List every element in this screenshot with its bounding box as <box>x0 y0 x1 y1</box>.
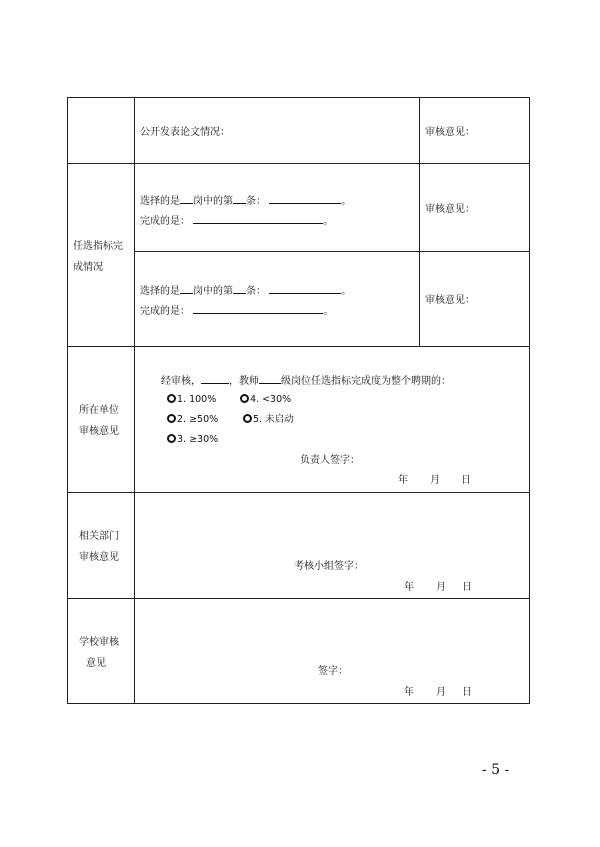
chosen-fill-blank[interactable] <box>269 283 341 294</box>
dept-date-month: 月 <box>436 582 446 593</box>
chosen-text-c: 条： <box>246 286 266 297</box>
school-signature-label: 签字： <box>318 666 348 677</box>
option-label: 2. ≥50% <box>177 414 219 425</box>
item-blank[interactable] <box>233 193 246 204</box>
unit-title-line1: 所在单位 <box>79 405 119 416</box>
radio-circle-icon <box>167 414 176 423</box>
period: 。 <box>341 196 352 207</box>
option-label: 3. ≥30% <box>177 434 219 445</box>
period: 。 <box>323 216 334 227</box>
unit-date-month: 月 <box>430 475 440 486</box>
done-label: 完成的是： <box>140 216 190 227</box>
optional-entry-chosen <box>140 283 351 299</box>
statement-text-c: 级岗位任选指标完成度为整个聘期的： <box>281 376 451 387</box>
option-2[interactable] <box>167 413 218 427</box>
dept-title-line1: 相关部门 <box>79 531 119 542</box>
chosen-text-b: 岗中的第 <box>193 286 233 297</box>
date-blank[interactable] <box>201 373 229 384</box>
option-4[interactable] <box>240 393 291 407</box>
done-label: 完成的是： <box>140 306 190 317</box>
chosen-text-c: 条： <box>246 196 266 207</box>
table-border-right <box>529 97 530 704</box>
dept-date-year: 年 <box>404 582 414 593</box>
row-divider <box>67 598 530 599</box>
option-label: 1. 100% <box>177 394 217 405</box>
radio-circle-icon <box>240 394 249 403</box>
unit-title-line2: 审核意见 <box>79 426 119 437</box>
school-title-line2: 意见 <box>86 658 106 669</box>
statement-text-a: 经审核， <box>161 376 201 387</box>
item-blank[interactable] <box>233 283 246 294</box>
option-1[interactable] <box>167 393 216 407</box>
post-blank[interactable] <box>180 193 193 204</box>
school-date-year: 年 <box>404 687 414 698</box>
row-divider <box>67 346 530 347</box>
period: 。 <box>341 286 352 297</box>
row-divider <box>134 251 530 252</box>
table-border-top <box>67 97 530 98</box>
dept-title-line2: 审核意见 <box>79 552 119 563</box>
dept-signature-label: 考核小组签字： <box>294 561 364 572</box>
page-number: - 5 - <box>482 762 510 778</box>
option-label: 4. <30% <box>250 394 292 405</box>
unit-date-day: 日 <box>461 475 471 486</box>
row-divider <box>67 163 530 164</box>
post-blank[interactable] <box>180 283 193 294</box>
papers-review-label: 审核意见： <box>425 127 475 138</box>
chosen-text-b: 岗中的第 <box>193 196 233 207</box>
column-divider <box>134 97 135 704</box>
option-3[interactable] <box>167 433 218 447</box>
radio-circle-icon <box>167 394 176 403</box>
option-label: 5. 未启动 <box>253 414 294 425</box>
optional-entry-chosen <box>140 193 351 209</box>
option-5[interactable] <box>243 413 294 427</box>
papers-label: 公开发表论文情况： <box>140 127 230 138</box>
radio-circle-icon <box>243 414 252 423</box>
done-fill-blank[interactable] <box>193 213 323 224</box>
optional-entry-done <box>140 213 333 229</box>
chosen-text-a: 选择的是 <box>140 286 180 297</box>
statement-text-b: ，教师 <box>229 376 259 387</box>
optional-title-line1: 任选指标完 <box>73 241 123 252</box>
done-fill-blank[interactable] <box>193 303 323 314</box>
level-blank[interactable] <box>259 373 281 384</box>
optional-title-line2: 成情况 <box>73 262 103 273</box>
period: 。 <box>323 306 334 317</box>
chosen-fill-blank[interactable] <box>269 193 341 204</box>
table-border-left <box>67 97 68 704</box>
dept-date-day: 日 <box>462 582 472 593</box>
unit-statement <box>161 373 451 389</box>
optional-review-label: 审核意见： <box>425 204 475 215</box>
unit-signature-label: 负责人签字： <box>300 455 360 466</box>
school-date-day: 日 <box>462 687 472 698</box>
school-date-month: 月 <box>436 687 446 698</box>
school-title-line1: 学校审核 <box>79 637 119 648</box>
chosen-text-a: 选择的是 <box>140 196 180 207</box>
table-border-bottom <box>67 703 530 704</box>
column-divider <box>419 97 420 347</box>
optional-entry-done <box>140 303 333 319</box>
unit-date-year: 年 <box>398 475 408 486</box>
row-divider <box>67 492 530 493</box>
radio-circle-icon <box>167 434 176 443</box>
optional-review-label: 审核意见： <box>425 295 475 306</box>
